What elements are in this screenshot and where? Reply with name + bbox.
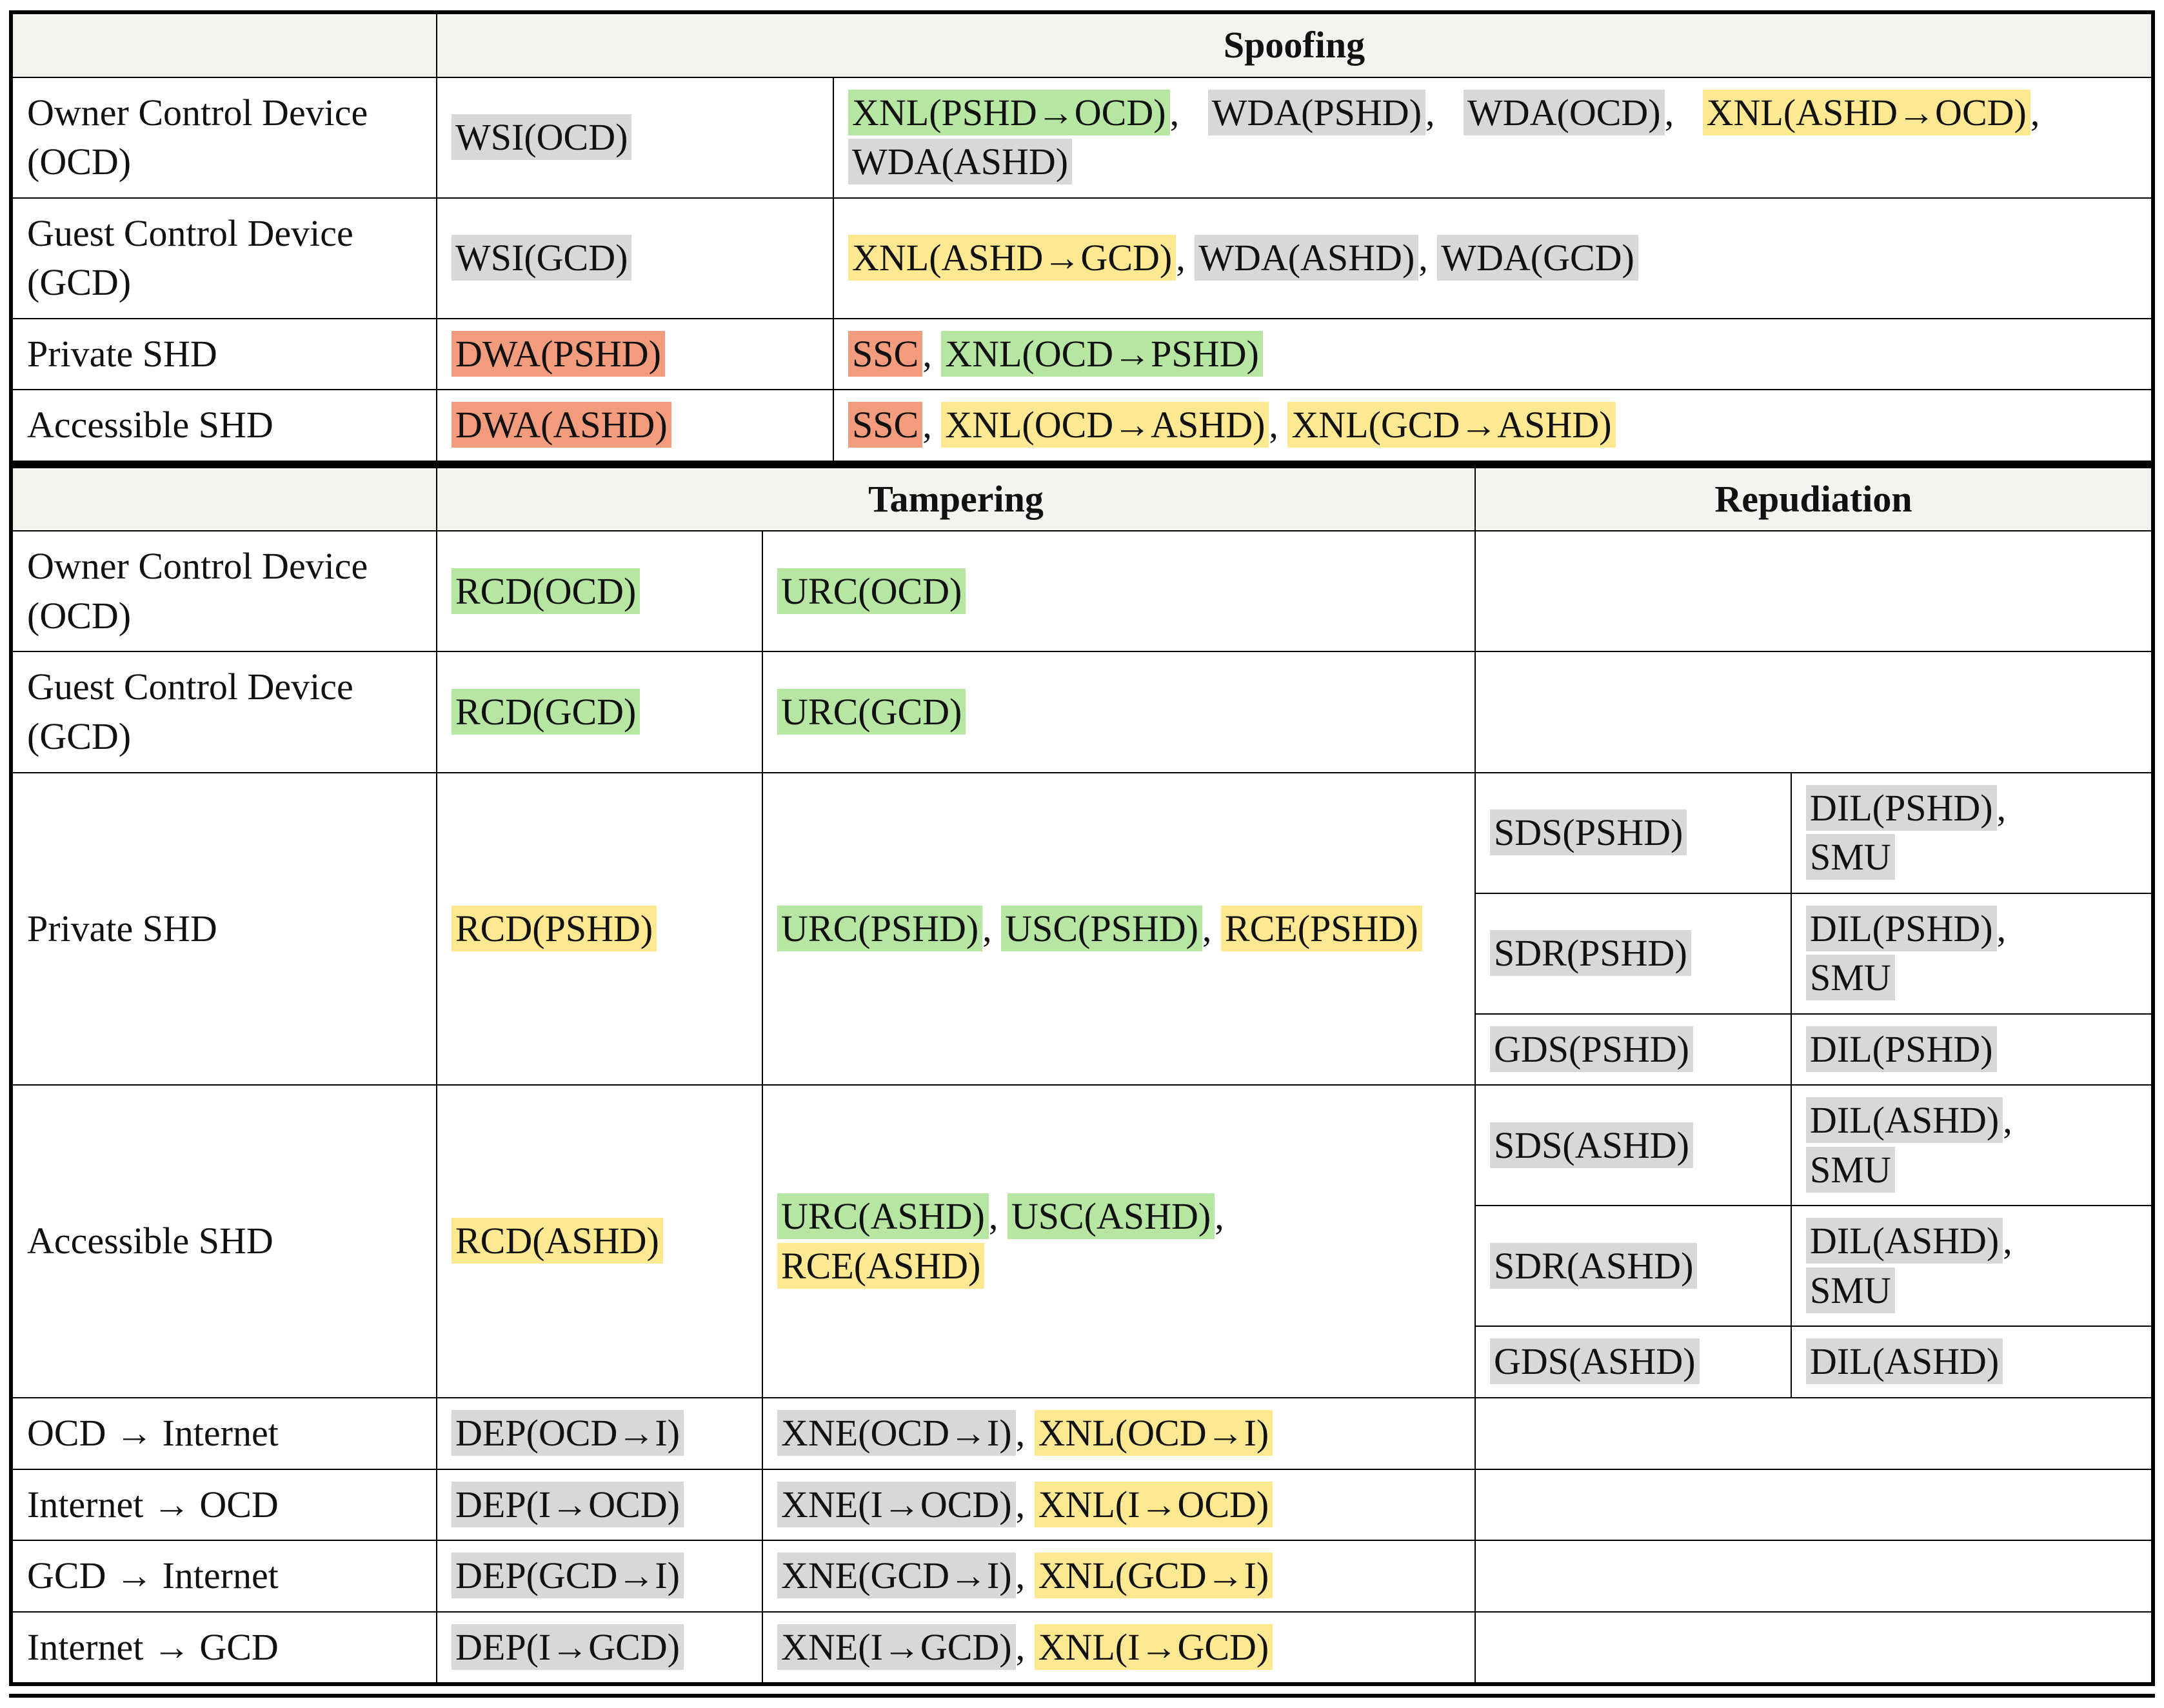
code-token: DIL(PSHD) — [1806, 785, 1997, 831]
repudiation-event-cell — [1475, 1206, 1791, 1326]
repudiation-empty-cell — [1475, 1398, 2153, 1469]
tampering-row — [11, 1612, 2153, 1685]
code-token: USC(PSHD) — [1001, 906, 1202, 951]
code-token: RCD(ASHD) — [452, 1218, 663, 1264]
row-label: Internet → OCD — [11, 1469, 437, 1541]
repudiation-event-cell — [1475, 1326, 1791, 1398]
code-token: XNE(OCD→I) — [777, 1410, 1016, 1456]
code-token: WDA(PSHD) — [1208, 90, 1425, 135]
primary-code-cell — [437, 1398, 762, 1469]
primary-code-cell — [437, 198, 833, 319]
primary-code-cell — [437, 531, 762, 651]
tampering-row — [11, 1398, 2153, 1469]
repudiation-empty-cell — [1475, 1540, 2153, 1612]
spoofing-row — [11, 390, 2153, 462]
code-token: SDR(ASHD) — [1490, 1243, 1697, 1289]
repudiation-empty-cell — [1475, 1469, 2153, 1541]
row-label: Guest Control Device (GCD) — [11, 651, 437, 772]
row-label: Owner Control Device (OCD) — [11, 77, 437, 198]
repudiation-log-cell: DIL(ASHD) , SMU — [1791, 1085, 2153, 1206]
repudiation-log-cell: DIL(ASHD) , SMU — [1791, 1206, 2153, 1326]
repudiation-empty-cell — [1475, 651, 2153, 772]
code-token: URC(PSHD) — [777, 906, 982, 951]
code-token: SDS(ASHD) — [1490, 1122, 1693, 1168]
code-token: WSI(GCD) — [452, 235, 631, 281]
tampering-row — [11, 531, 2153, 651]
row-label: Guest Control Device (GCD) — [11, 198, 437, 319]
code-token: SMU — [1806, 834, 1895, 880]
row-label: Accessible SHD — [11, 390, 437, 462]
code-token: RCD(GCD) — [452, 689, 640, 735]
tampering-row — [11, 651, 2153, 772]
code-token: DEP(OCD→I) — [452, 1410, 684, 1456]
tampering-header-empty-cell — [11, 466, 437, 531]
codes-cell: SSC , XNL(OCD→PSHD) — [833, 319, 2153, 390]
codes-cell: XNL(PSHD→OCD) , WDA(PSHD) , WDA(OCD) , XNL(ASHD→OCD) , WDA(ASHD) — [833, 77, 2153, 198]
spoofing-header-row — [11, 12, 2153, 77]
bottom-rule — [9, 1694, 2155, 1698]
codes-cell: XNE(I→OCD) , XNL(I→OCD) — [762, 1469, 1475, 1541]
primary-code-cell — [437, 77, 833, 198]
repudiation-empty-cell — [1475, 531, 2153, 651]
code-token: XNL(ASHD→GCD) — [848, 235, 1176, 281]
tampering-repudiation-table — [9, 464, 2155, 1686]
code-token: DIL(ASHD) — [1806, 1218, 2003, 1264]
codes-cell: XNE(I→GCD) , XNL(I→GCD) — [762, 1612, 1475, 1685]
row-label: Private SHD — [11, 773, 437, 1086]
code-token: RCD(OCD) — [452, 568, 640, 614]
code-token: XNL(OCD→ASHD) — [941, 402, 1269, 448]
row-label: Owner Control Device (OCD) — [11, 531, 437, 651]
row-label: OCD → Internet — [11, 1398, 437, 1469]
codes-cell — [762, 531, 1475, 651]
spoofing-row — [11, 77, 2153, 198]
spoofing-row — [11, 198, 2153, 319]
code-token: WSI(OCD) — [452, 114, 631, 160]
tampering-header-row — [11, 466, 2153, 531]
repudiation-log-cell — [1791, 1014, 2153, 1086]
repudiation-header: Repudiation — [1475, 466, 2153, 531]
code-token: SMU — [1806, 955, 1895, 1000]
code-token: DIL(ASHD) — [1806, 1338, 2003, 1384]
code-token: USC(ASHD) — [1008, 1193, 1215, 1239]
code-token: DIL(ASHD) — [1806, 1097, 2003, 1143]
code-token: XNE(I→OCD) — [777, 1482, 1016, 1527]
spoofing-header-empty-cell — [11, 12, 437, 77]
code-token: DEP(I→GCD) — [452, 1624, 684, 1670]
code-token: XNL(GCD→I) — [1035, 1553, 1273, 1598]
code-token: WDA(ASHD) — [848, 139, 1072, 184]
repudiation-event-cell — [1475, 1014, 1791, 1086]
repudiation-log-cell: DIL(PSHD) , SMU — [1791, 773, 2153, 893]
code-token: WDA(OCD) — [1464, 90, 1665, 135]
code-token: GDS(PSHD) — [1490, 1026, 1693, 1072]
primary-code-cell — [437, 651, 762, 772]
tampering-header: Tampering — [437, 466, 1475, 531]
repudiation-empty-cell — [1475, 1612, 2153, 1685]
row-label: Private SHD — [11, 319, 437, 390]
code-token: URC(ASHD) — [777, 1193, 989, 1239]
code-token: XNL(ASHD→OCD) — [1703, 90, 2030, 135]
code-token: DWA(ASHD) — [452, 402, 671, 448]
code-token: SSC — [848, 402, 922, 448]
repudiation-event-cell — [1475, 773, 1791, 893]
code-token: XNL(PSHD→OCD) — [848, 90, 1170, 135]
tampering-row — [11, 773, 2153, 893]
code-token: RCE(PSHD) — [1221, 906, 1422, 951]
code-token: XNL(GCD→ASHD) — [1287, 402, 1615, 448]
spoofing-table — [9, 10, 2155, 464]
primary-code-cell — [437, 1085, 762, 1398]
code-token: XNL(OCD→PSHD) — [941, 331, 1263, 377]
codes-cell — [762, 651, 1475, 772]
code-token: SDS(PSHD) — [1490, 809, 1687, 855]
code-token: XNL(I→GCD) — [1035, 1624, 1273, 1670]
code-token: SMU — [1806, 1147, 1895, 1193]
primary-code-cell — [437, 319, 833, 390]
row-label: GCD → Internet — [11, 1540, 437, 1612]
code-token: DIL(PSHD) — [1806, 906, 1997, 951]
code-token: URC(OCD) — [777, 568, 966, 614]
tampering-row — [11, 1085, 2153, 1206]
codes-cell: URC(PSHD) , USC(PSHD) , RCE(PSHD) — [762, 773, 1475, 1086]
spoofing-row — [11, 319, 2153, 390]
codes-cell: URC(ASHD) , USC(ASHD) , RCE(ASHD) — [762, 1085, 1475, 1398]
codes-cell: XNE(GCD→I) , XNL(GCD→I) — [762, 1540, 1475, 1612]
tampering-row — [11, 1540, 2153, 1612]
primary-code-cell — [437, 1612, 762, 1685]
code-token: XNL(OCD→I) — [1035, 1410, 1273, 1456]
spoofing-header: Spoofing — [437, 12, 2153, 77]
tampering-row — [11, 1469, 2153, 1541]
codes-cell: SSC , XNL(OCD→ASHD) , XNL(GCD→ASHD) — [833, 390, 2153, 462]
code-token: DIL(PSHD) — [1806, 1026, 1997, 1072]
code-token: URC(GCD) — [777, 689, 966, 735]
row-label: Accessible SHD — [11, 1085, 437, 1398]
code-token: WDA(GCD) — [1437, 235, 1638, 281]
primary-code-cell — [437, 390, 833, 462]
code-token: XNL(I→OCD) — [1035, 1482, 1273, 1527]
code-token: XNE(GCD→I) — [777, 1553, 1016, 1598]
stride-threat-tables — [9, 10, 2155, 1698]
code-token: SMU — [1806, 1267, 1895, 1313]
code-token: SDR(PSHD) — [1490, 930, 1691, 976]
code-token: GDS(ASHD) — [1490, 1338, 1700, 1384]
primary-code-cell — [437, 773, 762, 1086]
code-token: DWA(PSHD) — [452, 331, 665, 377]
primary-code-cell — [437, 1540, 762, 1612]
repudiation-event-cell — [1475, 893, 1791, 1014]
repudiation-log-cell: DIL(PSHD) , SMU — [1791, 893, 2153, 1014]
row-label: Internet → GCD — [11, 1612, 437, 1685]
code-token: SSC — [848, 331, 922, 377]
repudiation-event-cell — [1475, 1085, 1791, 1206]
code-token: RCE(ASHD) — [777, 1243, 984, 1289]
codes-cell: XNL(ASHD→GCD) , WDA(ASHD) , WDA(GCD) — [833, 198, 2153, 319]
code-token: RCD(PSHD) — [452, 906, 657, 951]
primary-code-cell — [437, 1469, 762, 1541]
codes-cell: XNE(OCD→I) , XNL(OCD→I) — [762, 1398, 1475, 1469]
code-token: DEP(I→OCD) — [452, 1482, 684, 1527]
code-token: WDA(ASHD) — [1195, 235, 1418, 281]
code-token: DEP(GCD→I) — [452, 1553, 684, 1598]
code-token: XNE(I→GCD) — [777, 1624, 1016, 1670]
repudiation-log-cell — [1791, 1326, 2153, 1398]
